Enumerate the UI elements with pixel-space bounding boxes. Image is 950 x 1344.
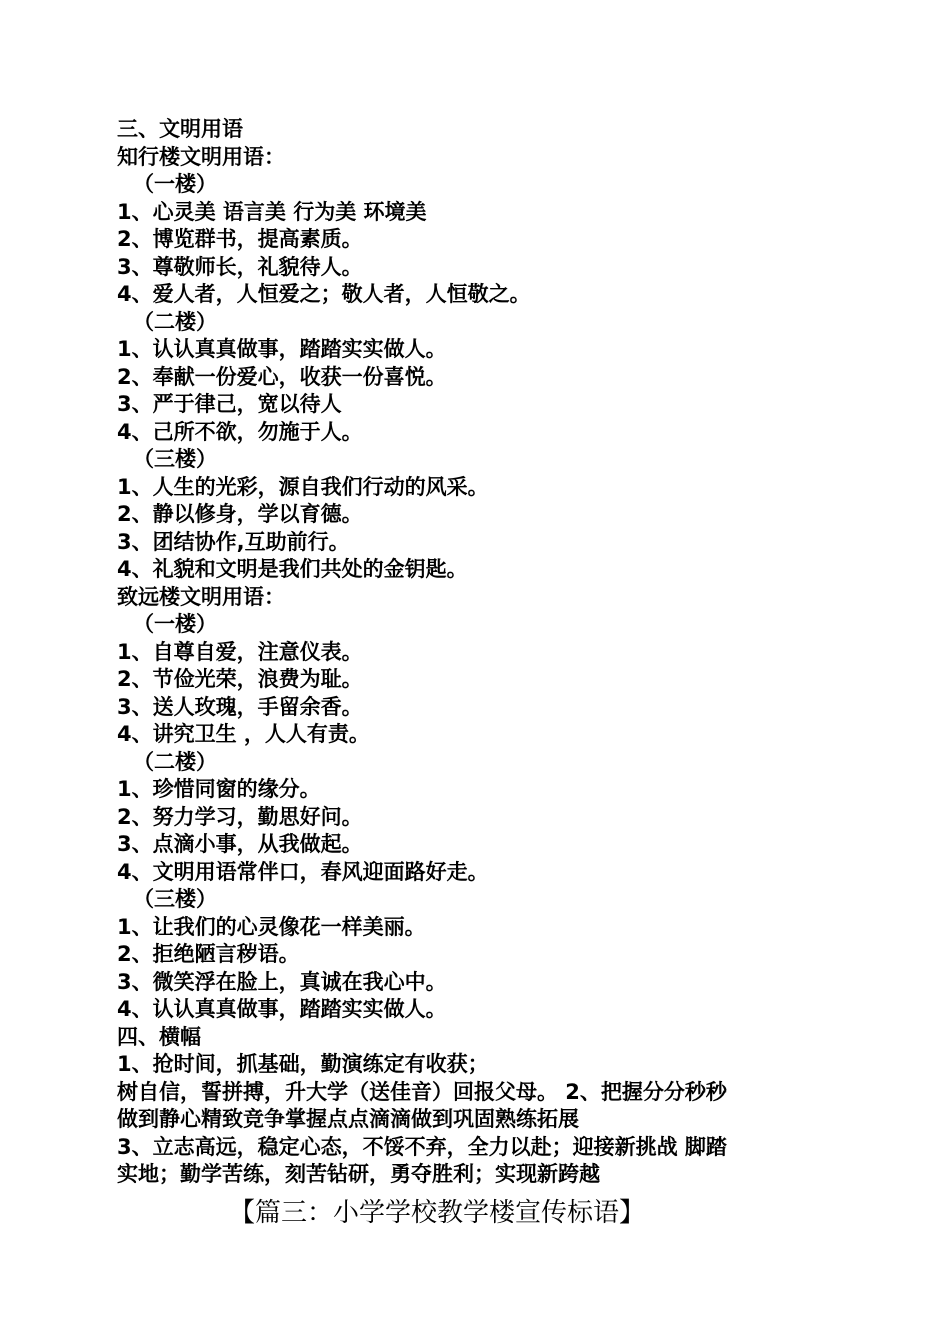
slogan-line: 3、点滴小事，从我做起。 xyxy=(117,832,363,856)
subsection-heading: 致远楼文明用语： xyxy=(117,584,285,609)
floor-heading: （三楼） xyxy=(133,887,217,911)
slogan-line: 1、让我们的心灵像花一样美丽。 xyxy=(117,914,426,939)
slogan-line: 1、珍惜同窗的缘分。 xyxy=(117,777,321,801)
section-heading: 四、横幅 xyxy=(117,1024,201,1049)
floor-heading: （三楼） xyxy=(133,447,217,471)
slogan-line: 2、节俭光荣，浪费为耻。 xyxy=(117,667,363,691)
banner-line: 实地；勤学苦练，刻苦钻研，勇夺胜利；实现新跨越 xyxy=(117,1162,600,1186)
slogan-line: 1、认认真真做事，踏踏实实做人。 xyxy=(117,337,447,361)
section-heading: 三、文明用语 xyxy=(117,117,243,141)
banner-line: 1、抢时间，抓基础，勤演练定有收获； xyxy=(117,1052,489,1076)
slogan-line: 4、爱人者，人恒爱之；敬人者，人恒敬之。 xyxy=(117,282,531,306)
slogan-line: 3、团结协作,互助前行。 xyxy=(117,529,350,554)
slogan-line: 1、自尊自爱，注意仪表。 xyxy=(117,639,363,664)
slogan-line: 2、奉献一份爱心，收获一份喜悦。 xyxy=(117,364,447,389)
slogan-line: 4、己所不欲，勿施于人。 xyxy=(117,419,363,444)
slogan-line: 3、严于律己，宽以待人 xyxy=(117,392,342,416)
banner-line: 3、立志高远，稳定心态，不馁不弃，全力以赴；迎接新挑战 脚踏 xyxy=(117,1134,727,1159)
floor-heading: （二楼） xyxy=(133,749,217,774)
slogan-line: 4、文明用语常伴口，春风迎面路好走。 xyxy=(117,859,489,884)
slogan-line: 4、讲究卫生 ，人人有责。 xyxy=(117,722,370,746)
slogan-line: 3、送人玫瑰，手留余香。 xyxy=(117,694,363,719)
slogan-line: 3、尊敬师长，礼貌待人。 xyxy=(117,254,363,279)
slogan-line: 4、礼貌和文明是我们共处的金钥匙。 xyxy=(117,557,468,581)
slogan-line: 2、努力学习，勤思好问。 xyxy=(117,804,363,829)
slogan-line: 2、静以修身，学以育德。 xyxy=(117,502,363,526)
slogan-line: 4、认认真真做事，踏踏实实做人。 xyxy=(117,997,447,1021)
slogan-line: 1、心灵美 语言美 行为美 环境美 xyxy=(117,199,427,224)
slogan-line: 3、微笑浮在脸上，真诚在我心中。 xyxy=(117,969,447,994)
document-body xyxy=(117,116,817,1233)
subsection-heading: 知行楼文明用语： xyxy=(117,144,285,169)
slogan-line: 2、拒绝陋言秽语。 xyxy=(117,942,300,966)
slogan-line: 1、人生的光彩，源自我们行动的风采。 xyxy=(117,474,489,499)
banner-line: 做到静心精致竞争掌握点点滴滴做到巩固熟练拓展 xyxy=(117,1107,579,1131)
floor-heading: （二楼） xyxy=(133,309,217,334)
floor-heading: （一楼） xyxy=(133,612,217,636)
section-footer-title: 【篇三：小学学校教学楼宣传标语】 xyxy=(228,1197,645,1228)
banner-line: 树自信，誓拼搏，升大学（送佳音）回报父母。 2、把握分分秒秒 xyxy=(117,1079,727,1104)
slogan-line: 2、博览群书，提高素质。 xyxy=(117,227,363,251)
floor-heading: （一楼） xyxy=(133,172,217,196)
